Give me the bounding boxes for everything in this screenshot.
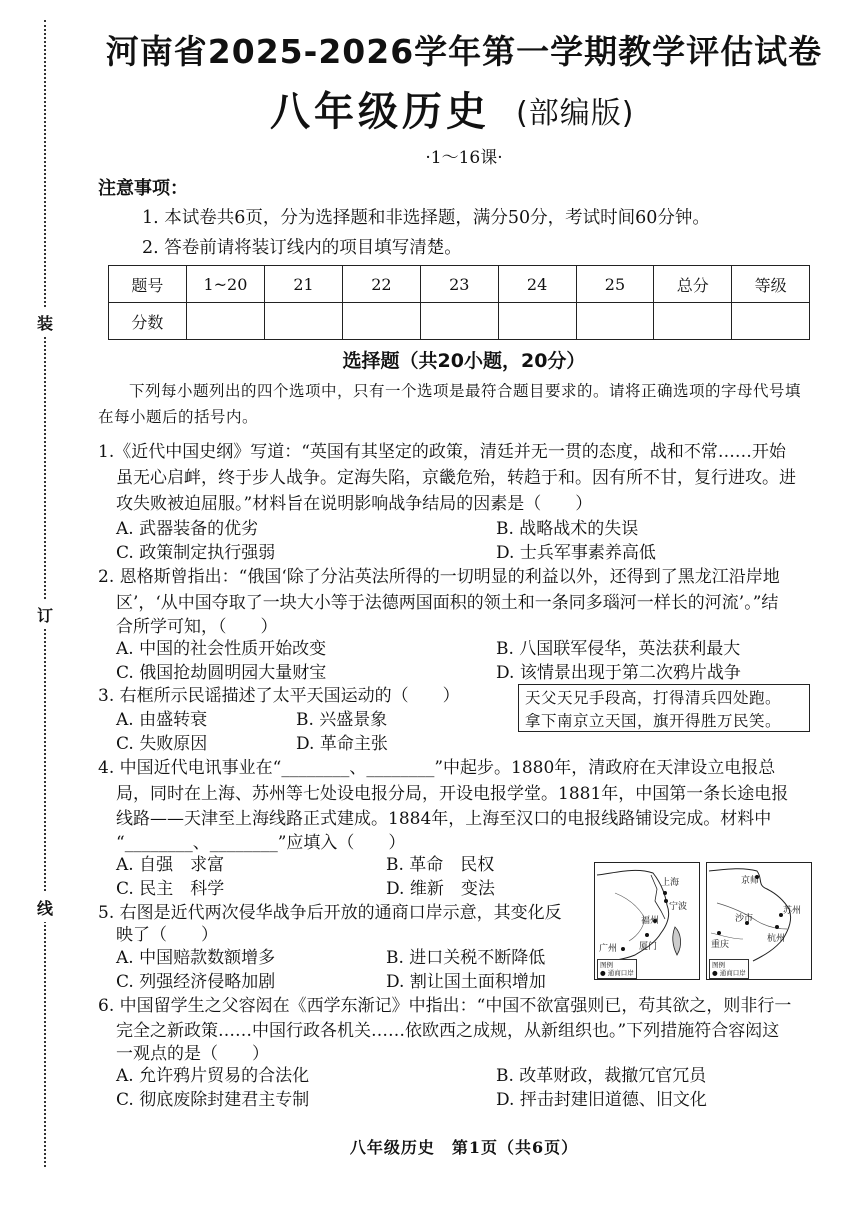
q1-option-a[interactable]: A. 武器装备的优劣: [116, 519, 259, 539]
q4-option-a[interactable]: A. 自强 求富: [116, 855, 225, 875]
map2-label: 沙市: [735, 914, 754, 924]
q4-stem-line: 局，同时在上海、苏州等七处设电报分局，开设电报学堂。1881年，中国第一条长途电报: [116, 784, 789, 804]
legend-item: ● 通商口岸: [712, 969, 746, 977]
map2-legend: [709, 959, 749, 979]
map2-label: 重庆: [711, 940, 730, 950]
q5-option-b[interactable]: B. 进口关税不断降低: [386, 948, 546, 968]
page-footer: 八年级历史 第1页（共6页）: [349, 1138, 579, 1157]
q1-option-d[interactable]: D. 士兵军事素养高低: [496, 543, 656, 563]
folk-song-box: [518, 684, 810, 732]
q4-stem-line: 4. 中国近代电讯事业在“________、________”中起步。1880年，清政府在天津设立电报总: [98, 758, 776, 778]
folk-song-line: 拿下南京立天国，旗开得胜万民笑。: [525, 712, 782, 730]
q6-stem-line: 一观点的是（ ）: [116, 1044, 269, 1064]
q1-stem-line: 虽无心启衅，终于步人战争。定海失陷，京畿危殆，转趋于和。因有所不甘，复行进攻。进: [116, 468, 796, 488]
score-table-header-row: [109, 266, 810, 303]
q4-stem-line: “________、________”应填入（ ）: [116, 833, 406, 853]
score-table-score-row: [109, 303, 810, 340]
score-input-cell[interactable]: [654, 303, 732, 340]
binding-char-xian: 线: [33, 893, 57, 922]
score-input-cell[interactable]: [342, 303, 420, 340]
section-heading: 选择题（共20小题，20分）: [342, 350, 586, 372]
q6-stem-line: 完全之新政策……中国行政各机关……依欧西之成规，从新组织也。”下列措施符合容闳这: [116, 1021, 780, 1041]
q3-option-c[interactable]: C. 失败原因: [116, 734, 208, 754]
score-input-cell[interactable]: [732, 303, 810, 340]
q2-option-c[interactable]: C. 俄国抢劫圆明园大量财宝: [116, 663, 327, 683]
score-cell: 题号: [109, 266, 187, 303]
lesson-range: ·1～16课·: [425, 148, 503, 168]
q2-option-d[interactable]: D. 该情景出现于第二次鸦片战争: [496, 663, 741, 683]
folk-song-line: 天父天兄手段高，打得清兵四处跑。: [525, 689, 782, 707]
q3-option-b[interactable]: B. 兴盛景象: [296, 710, 388, 730]
q2-stem-line: 区’，‘从中国夺取了一块大小等于法德两国面积的领土和一条同多瑙河一样长的河流’。”结: [116, 593, 779, 613]
legend-title: 图例: [712, 961, 725, 969]
score-cell: 21: [265, 266, 343, 303]
q5-option-c[interactable]: C. 列强经济侵略加剧: [116, 972, 276, 992]
q1-option-b[interactable]: B. 战略战术的失误: [496, 519, 639, 539]
score-input-cell[interactable]: [498, 303, 576, 340]
map1-label: 宁波: [669, 902, 688, 912]
legend-title: 图例: [600, 961, 613, 969]
notice-heading: 注意事项：: [98, 178, 188, 199]
q4-option-b[interactable]: B. 革命 民权: [386, 855, 495, 875]
q5-option-a[interactable]: A. 中国赔款数额增多: [116, 948, 276, 968]
q3-option-d[interactable]: D. 革命主张: [296, 734, 388, 754]
notice-item: 1. 本试卷共6页，分为选择题和非选择题，满分50分，考试时间60分钟。: [142, 208, 710, 228]
exam-edition: (部编版): [516, 96, 635, 131]
score-input-cell[interactable]: [186, 303, 264, 340]
map2-label: 京师: [741, 876, 760, 886]
score-input-cell[interactable]: [576, 303, 654, 340]
map-first-opium-war-ports: [594, 862, 700, 980]
notice-item: 2. 答卷前请将装订线内的项目填写清楚。: [142, 238, 462, 258]
q4-option-d[interactable]: D. 维新 变法: [386, 879, 495, 899]
q5-stem-line: 映了（ ）: [116, 925, 218, 945]
section-instruction: 下列每小题列出的四个选项中，只有一个选项是最符合题目要求的。请将正确选项的字母代号填在每小题后的括号内。: [98, 382, 802, 426]
score-cell: 1~20: [186, 266, 264, 303]
score-cell: 25: [576, 266, 654, 303]
map1-label: 上海: [661, 878, 680, 888]
map1-legend: [597, 959, 637, 979]
q5-option-d[interactable]: D. 割让国土面积增加: [386, 972, 546, 992]
q2-stem-line: 合所学可知，（ ）: [116, 617, 278, 637]
score-table: [108, 265, 810, 340]
q6-option-c[interactable]: C. 彻底废除封建君主专制: [116, 1090, 310, 1110]
exam-subject: 八年级历史: [270, 89, 490, 135]
q1-stem-line: 1.《近代中国史纲》写道：“英国有其坚定的政策，清廷并无一贯的态度，战和不常……开始: [98, 442, 786, 462]
q2-stem-line: 2. 恩格斯曾指出：“俄国‘除了分沾英法所得的一切明显的利益以外，还得到了黑龙江沿岸地: [98, 567, 780, 587]
q5-stem-line: 5. 右图是近代两次侵华战争后开放的通商口岸示意，其变化反: [98, 903, 562, 923]
score-cell: 23: [420, 266, 498, 303]
exam-title: 河南省2025-2026学年第一学期教学评估试卷: [105, 32, 823, 71]
q3-option-a[interactable]: A. 由盛转衰: [116, 710, 208, 730]
binding-char-zhuang: 装: [33, 308, 57, 337]
score-cell: 24: [498, 266, 576, 303]
q6-option-d[interactable]: D. 抨击封建旧道德、旧文化: [496, 1090, 707, 1110]
map2-label: 杭州: [767, 934, 786, 944]
map1-label: 福州: [641, 916, 660, 926]
map2-label: 苏州: [783, 906, 802, 916]
map-second-opium-war-ports: [706, 862, 812, 980]
binding-char-ding: 订: [33, 600, 57, 629]
q6-option-b[interactable]: B. 改革财政，裁撤冗官冗员: [496, 1066, 707, 1086]
q6-stem-line: 6. 中国留学生之父容闳在《西学东渐记》中指出：“中国不欲富强则已，苟其欲之，则非行一: [98, 996, 792, 1016]
score-input-cell[interactable]: [265, 303, 343, 340]
score-cell: 等级: [732, 266, 810, 303]
score-cell: 22: [342, 266, 420, 303]
q4-option-c[interactable]: C. 民主 科学: [116, 879, 225, 899]
map1-label: 厦门: [639, 942, 658, 952]
score-input-cell[interactable]: [420, 303, 498, 340]
q2-option-b[interactable]: B. 八国联军侵华，英法获利最大: [496, 639, 741, 659]
score-cell: 总分: [654, 266, 732, 303]
map1-label: 广州: [599, 944, 618, 954]
q1-option-c[interactable]: C. 政策制定执行强弱: [116, 543, 276, 563]
legend-item: ● 通商口岸: [600, 969, 634, 977]
q6-option-a[interactable]: A. 允许鸦片贸易的合法化: [116, 1066, 310, 1086]
score-row-label: 分数: [109, 303, 187, 340]
q2-option-a[interactable]: A. 中国的社会性质开始改变: [116, 639, 327, 659]
q4-stem-line: 线路——天津至上海线路正式建成。1884年，上海至汉口的电报线路铺设完成。材料中: [116, 809, 772, 829]
q3-stem: 3. 右框所示民谣描述了太平天国运动的（ ）: [98, 686, 460, 706]
binding-line: [44, 20, 46, 1167]
q1-stem-line: 攻失败被迫屈服。”材料旨在说明影响战争结局的因素是（ ）: [116, 494, 593, 514]
